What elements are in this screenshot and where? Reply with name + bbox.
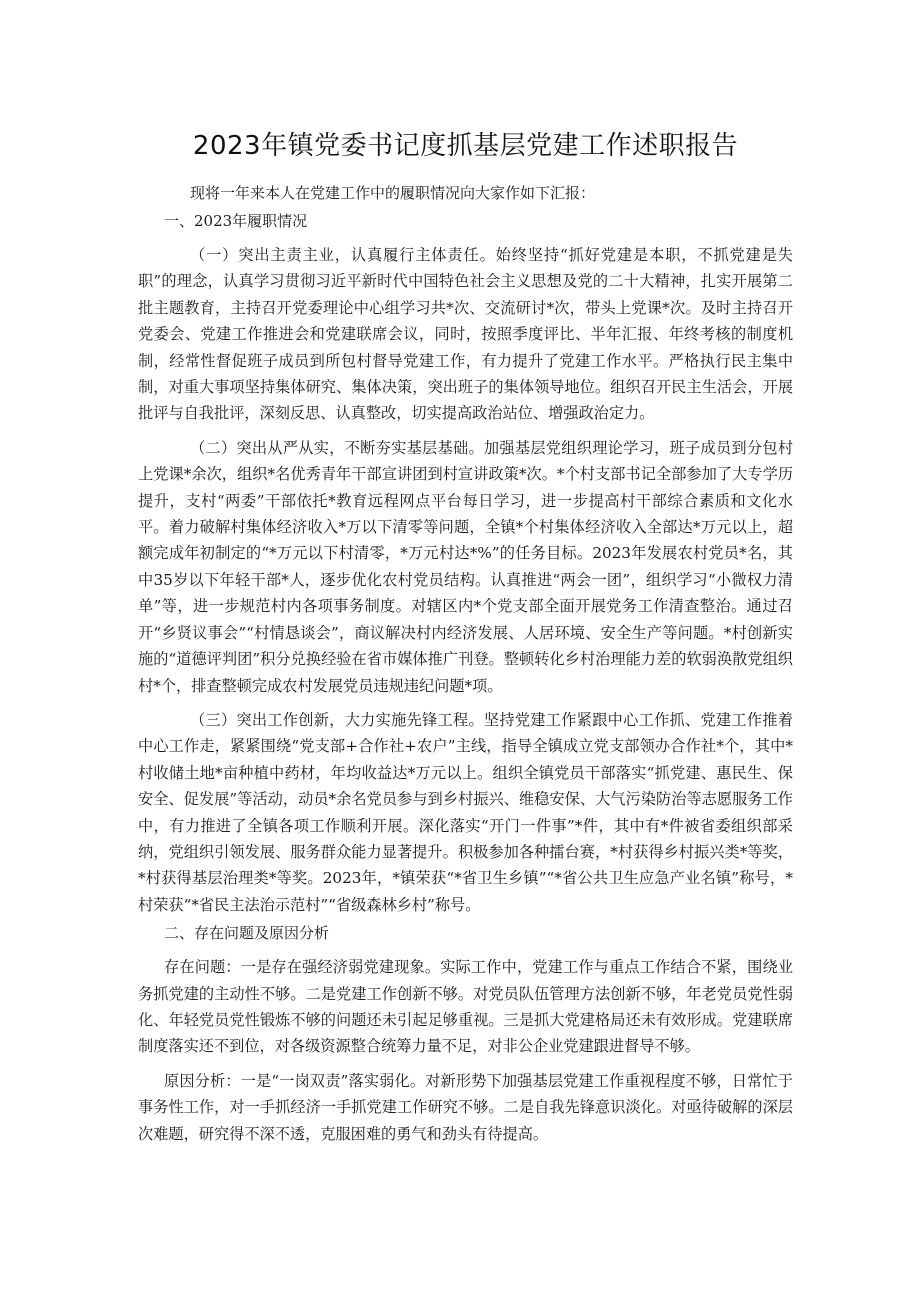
paragraph-causes: 原因分析：一是“一岗双责”落实弱化。对新形势下加强基层党建工作重视程度不够，日常忙于事务性工作，对一手抓经济一手抓党建工作研究不够。二是自我先锋意识淡化。对亟待破解的深层次难题，研究得不深不透，克服困难的勇气和劲头有待提高。 xyxy=(138,1071,793,1143)
section-heading-2: 二、存在问题及原因分析 xyxy=(164,924,330,943)
document-title: 2023年镇党委书记度抓基层党建工作述职报告 xyxy=(192,131,739,161)
section-heading-1: 一、2023年履职情况 xyxy=(164,212,308,230)
paragraph-innovation: （三）突出工作创新，大力实施先锋工程。坚持党建工作紧跟中心工作抓、党建工作推着中心工作走，紧紧围绕“党支部+合作社+农户”主线，指导全镇成立党支部领办合作社*个，其中*村收储土地*亩种植中药材，年均收益达*万元以上。组织全镇党员干部落实“抓党建、惠民生、保安全、促发展”等活动，动员*余名党员参与到乡村振兴、维稳安保、大气污染防治等志愿服务工作中，有力推进了全镇各项工作顺利开展。深化落实“开门一件事”*件，其中有*件被省委组织部采纳，党组织引领发展、服务群众能力显著提升。积极参加各种擂台赛，*村获得乡村振兴类*等奖，*村获得基层治理类*等奖。2023年，*镇荣获“*省卫生乡镇”“*省公共卫生应急产业名镇”称号，*村荣获“*省民主法治示范村”“省级森林乡村”称号。 xyxy=(138,710,793,914)
intro-paragraph: 现将一年来本人在党建工作中的履职情况向大家作如下汇报： xyxy=(190,184,596,202)
document-page xyxy=(138,0,793,1147)
paragraph-grassroots: （二）突出从严从实，不断夯实基层基础。加强基层党组织理论学习，班子成员到分包村上党课*余次，组织*名优秀青年干部宣讲团到村宣讲政策*次。*个村支部书记全部参加了大专学历提升，支村“两委”干部依托*教育远程网点平台每日学习，进一步提高村干部综合素质和文化水平。着力破解村集体经济收入*万以下清零等问题，全镇*个村集体经济收入全部达*万元以上，超额完成年初制定的“*万元以下村清零，*万元村达*%”的任务目标。2023年发展农村党员*名，其中35岁以下年轻干部*人，逐步优化农村党员结构。认真推进“两会一团”，组织学习“小微权力清单”等，进一步规范村内各项事务制度。对辖区内*个党支部全面开展党务工作清查整治。通过召开“乡贤议事会”“村情恳谈会”，商议解决村内经济发展、人居环境、安全生产等问题。*村创新实施的“道德评判团”积分兑换经验在省市媒体推广刊登。整顿转化乡村治理能力差的软弱涣散党组织村*个，排查整顿完成农村发展党员违规违纪问题*项。 xyxy=(138,438,793,695)
paragraph-problems: 存在问题：一是存在强经济弱党建现象。实际工作中，党建工作与重点工作结合不紧，围绕业务抓党建的主动性不够。二是党建工作创新不够。对党员队伍管理方法创新不够，年老党员党性弱化、年轻党员党性锻炼不够的问题还未引起足够重视。三是抓大党建格局还未有效形成。党建联席制度落实还不到位，对各级资源整合统筹力量不足，对非公企业党建跟进督导不够。 xyxy=(138,958,793,1056)
paragraph-responsibility: （一）突出主责主业，认真履行主体责任。始终坚持“抓好党建是本职，不抓党建是失职”的理念，认真学习贯彻习近平新时代中国特色社会主义思想及党的二十大精神，扎实开展第二批主题教育，主持召开党委理论中心组学习共*次、交流研讨*次，带头上党课*次。及时主持召开党委会、党建工作推进会和党建联席会议，同时，按照季度评比、半年汇报、年终考核的制度机制，经常性督促班子成员到所包村督导党建工作，有力提升了党建工作水平。严格执行民主集中制，对重大事项坚持集体研究、集体决策，突出班子的集体领导地位。组织召开民主生活会，开展批评与自我批评，深刻反思、认真整改，切实提高政治站位、增强政治定力。 xyxy=(138,246,793,423)
